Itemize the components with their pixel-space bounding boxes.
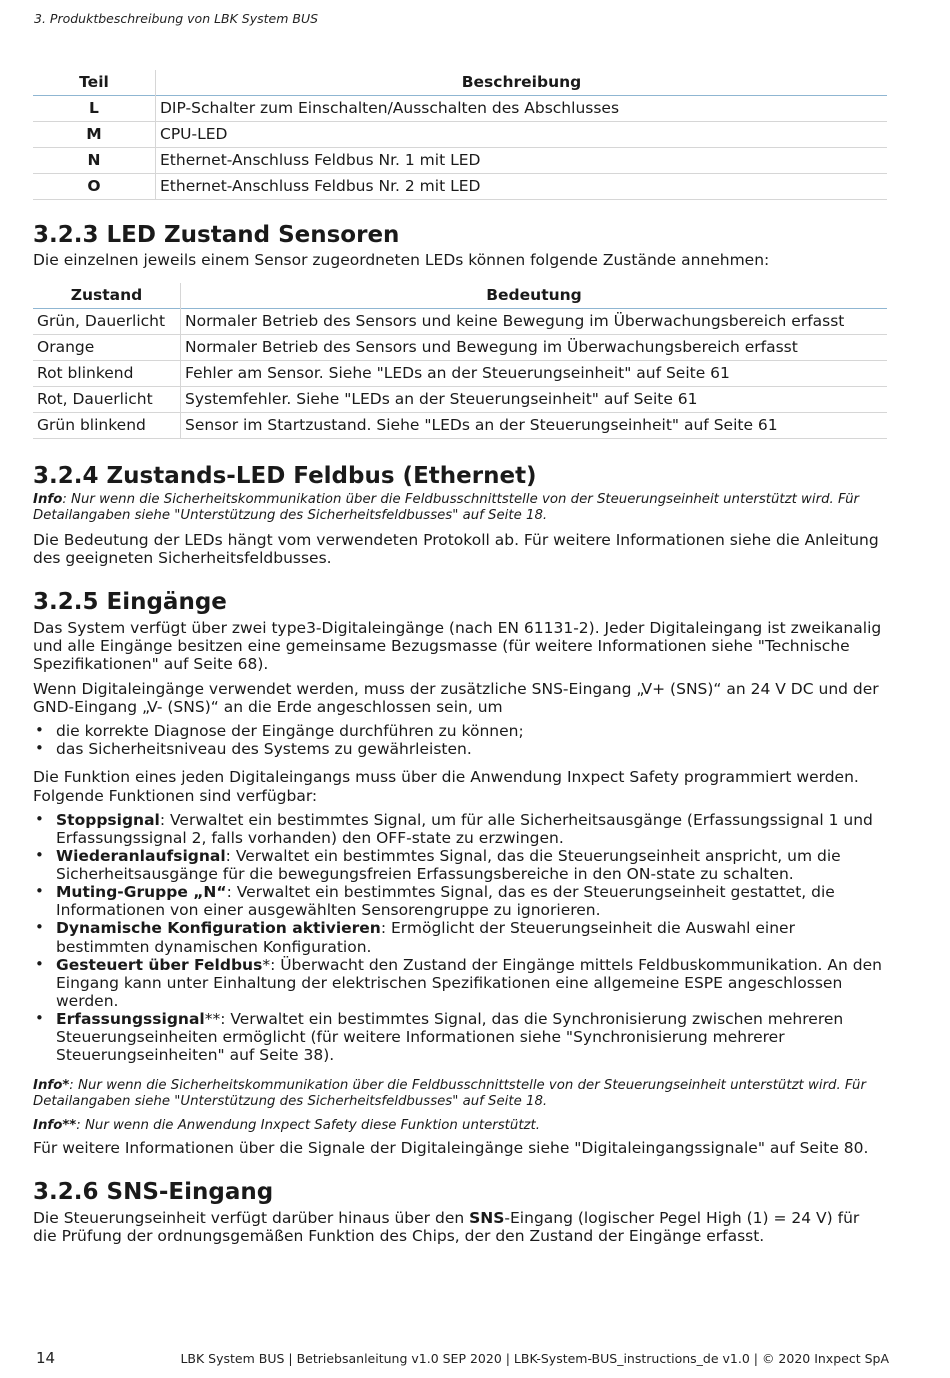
list-item bbox=[33, 1010, 887, 1064]
led-meaning: Sensor im Startzustand. Siehe "LEDs an der Steuerungseinheit" auf Seite 61 bbox=[181, 412, 888, 438]
column-header-teil: Teil bbox=[79, 73, 109, 91]
function-text: : Ermöglicht der Steuerungseinheit die Auswahl einer bestimmten dynamischen Konfiguration. bbox=[56, 919, 795, 956]
led-state: Rot, Dauerlicht bbox=[33, 386, 181, 412]
section-3-2-6 bbox=[33, 1179, 887, 1245]
part-id: L bbox=[33, 96, 156, 122]
led-meaning: Normaler Betrieb des Sensors und keine Bewegung im Überwachungsbereich erfasst bbox=[181, 308, 888, 334]
list-item bbox=[33, 811, 887, 847]
page-number: 14 bbox=[36, 1349, 56, 1367]
list-item: • das Sicherheitsniveau des Systems zu gewährleisten. bbox=[33, 740, 887, 758]
part-description: DIP-Schalter zum Einschalten/Ausschalten des Abschlusses bbox=[156, 96, 888, 122]
info-note bbox=[33, 492, 887, 524]
info-note bbox=[33, 1118, 887, 1134]
led-state: Rot blinkend bbox=[33, 360, 181, 386]
led-meaning: Normaler Betrieb des Sensors und Bewegung im Überwachungsbereich erfasst bbox=[181, 334, 888, 360]
section-title: Zustands-LED Feldbus (Ethernet) bbox=[106, 462, 537, 489]
table-header-row bbox=[33, 283, 887, 309]
paragraph: Die Bedeutung der LEDs hängt vom verwendeten Protokoll ab. Für weitere Informationen siehe die Anleitung des geeigneten Sicherheitsfeldbusses. bbox=[33, 530, 879, 568]
part-description: Ethernet-Anschluss Feldbus Nr. 1 mit LED bbox=[156, 148, 888, 174]
text-run: Die Steuerungseinheit verfügt darüber hinaus über den bbox=[33, 1208, 470, 1227]
info-label: Info** bbox=[33, 1118, 77, 1134]
table-row bbox=[33, 386, 887, 412]
list-item bbox=[33, 883, 887, 919]
table-row bbox=[33, 148, 887, 174]
info-label: Info* bbox=[33, 1078, 70, 1094]
led-meaning: Systemfehler. Siehe "LEDs an der Steuerungseinheit" auf Seite 61 bbox=[181, 386, 888, 412]
section-number: 3.2.6 bbox=[33, 1179, 99, 1206]
info-text: : Nur wenn die Sicherheitskommunikation über die Feldbusschnittstelle von der Steuerungseinheit unterstützt wird. Für Detailangaben siehe "Unterstützung des Sicherheitsfeldbusses" auf Seite 18. bbox=[33, 1078, 866, 1110]
bullet-list bbox=[33, 722, 887, 758]
table-row bbox=[33, 174, 887, 200]
function-term: Stoppsignal bbox=[56, 810, 160, 829]
running-header: 3. Produktbeschreibung von LBK System BUS bbox=[34, 11, 319, 26]
function-text: : Verwaltet ein bestimmtes Signal, um für alle Sicherheitsausgänge (Erfassungssignal 1 und Erfassungssignal 2, falls vorhanden) den OFF-state zu erzwingen. bbox=[56, 810, 873, 847]
part-id: M bbox=[33, 122, 156, 148]
section-heading bbox=[33, 1179, 887, 1205]
table-row bbox=[33, 360, 887, 386]
info-text: : Nur wenn die Anwendung Inxpect Safety diese Funktion unterstützt. bbox=[76, 1118, 540, 1134]
section-heading bbox=[33, 463, 887, 489]
led-state: Grün, Dauerlicht bbox=[33, 308, 181, 334]
function-term: Dynamische Konfiguration aktivieren bbox=[56, 919, 381, 938]
section-title: SNS-Eingang bbox=[106, 1179, 274, 1206]
info-note bbox=[33, 1078, 887, 1110]
led-state: Orange bbox=[33, 334, 181, 360]
function-text: **: Verwaltet ein bestimmtes Signal, das die Synchronisierung zwischen mehreren Steuerungseinheiten ermöglicht (für weitere Informationen siehe "Synchronisierung mehrerer Steuerungseinheiten" auf Seite 38). bbox=[56, 1010, 844, 1065]
part-description: Ethernet-Anschluss Feldbus Nr. 2 mit LED bbox=[156, 174, 888, 200]
function-list bbox=[33, 811, 887, 1065]
section-3-2-5 bbox=[33, 589, 887, 1157]
footer-text: LBK System BUS | Betriebsanleitung v1.0 SEP 2020 | LBK-System-BUS_instructions_de v1.0 | © 2020 Inxpect SpA bbox=[180, 1351, 889, 1366]
section-heading bbox=[33, 589, 887, 615]
part-description: CPU-LED bbox=[156, 122, 888, 148]
column-header-zustand: Zustand bbox=[70, 285, 143, 304]
function-term: Muting-Gruppe „N“ bbox=[56, 883, 227, 902]
function-text: *: Überwacht den Zustand der Eingänge mittels Feldbuskommunikation. An den Eingang kann unter Einhaltung der elektrischen Spezifikationen eine allgemeine ESPE angeschlossen werden. bbox=[56, 955, 882, 1010]
section-title: LED Zustand Sensoren bbox=[106, 222, 400, 248]
list-item bbox=[33, 847, 887, 883]
function-term: Gesteuert über Feldbus bbox=[56, 955, 263, 974]
table-row bbox=[33, 334, 887, 360]
function-term: Wiederanlaufsignal bbox=[56, 846, 226, 865]
table-row bbox=[33, 412, 887, 438]
paragraph: Wenn Digitaleingänge verwendet werden, muss der zusätzliche SNS-Eingang „V+ (SNS)“ an 24 V DC und der GND-Eingang „V- (SNS)“ an die Erde angeschlossen sein, um bbox=[33, 679, 879, 717]
page-content bbox=[33, 70, 887, 1245]
page-footer bbox=[0, 1349, 950, 1369]
table-row bbox=[33, 308, 887, 334]
led-states-table bbox=[33, 283, 887, 439]
section-heading bbox=[33, 222, 887, 248]
sns-term: SNS bbox=[469, 1208, 505, 1227]
led-meaning: Fehler am Sensor. Siehe "LEDs an der Steuerungseinheit" auf Seite 61 bbox=[181, 360, 888, 386]
part-id: N bbox=[33, 148, 156, 174]
column-header-bedeutung: Bedeutung bbox=[181, 283, 888, 309]
table-row bbox=[33, 122, 887, 148]
parts-table bbox=[33, 70, 887, 200]
list-item: • die korrekte Diagnose der Eingänge durchführen zu können; bbox=[33, 722, 887, 740]
table-header-row bbox=[33, 70, 887, 96]
table-row bbox=[33, 96, 887, 122]
section-number: 3.2.4 bbox=[33, 462, 99, 489]
list-item bbox=[33, 956, 887, 1010]
section-number: 3.2.3 bbox=[33, 222, 99, 248]
info-text: : Nur wenn die Sicherheitskommunikation über die Feldbusschnittstelle von der Steuerungseinheit unterstützt wird. Für Detailangaben siehe "Unterstützung des Sicherheitsfeldbusses" auf Seite 18. bbox=[33, 492, 859, 523]
paragraph: Das System verfügt über zwei type3-Digitaleingänge (nach EN 61131-2). Jeder Digitaleingang ist zweikanalig und alle Eingänge besitzen eine gemeinsame Bezugsmasse (für weitere Informationen siehe "Technische Spezifikationen" auf Seite 68). bbox=[33, 618, 882, 673]
paragraph: Die Funktion eines jeden Digitaleingangs muss über die Anwendung Inxpect Safety programmiert werden. Folgende Funktionen sind verfügbar: bbox=[33, 768, 859, 805]
column-header-beschreibung: Beschreibung bbox=[156, 70, 888, 96]
function-term: Erfassungssignal bbox=[56, 1010, 205, 1029]
section-3-2-3 bbox=[33, 222, 887, 439]
function-text: : Verwaltet ein bestimmtes Signal, das die Steuerungseinheit anspricht, um die Sicherheitsausgänge für die bewegungsfreien Erfassungsbereiche in den ON-state zu schalten. bbox=[56, 846, 841, 884]
section-title: Eingänge bbox=[106, 589, 227, 616]
info-label: Info bbox=[33, 492, 63, 507]
paragraph bbox=[33, 1209, 887, 1245]
led-state: Grün blinkend bbox=[33, 412, 181, 438]
part-id: O bbox=[33, 174, 156, 200]
paragraph: Die einzelnen jeweils einem Sensor zugeordneten LEDs können folgende Zustände annehmen: bbox=[33, 251, 770, 270]
text-run: -Eingang (logischer Pegel High (1) = 24 V) für die Prüfung der ordnungsgemäßen Funktion des Chips, der den Zustand der Eingänge erfasst. bbox=[33, 1208, 860, 1246]
section-3-2-4 bbox=[33, 463, 887, 568]
function-text: : Verwaltet ein bestimmtes Signal, das es der Steuerungseinheit gestattet, die Informationen von einer ausgewählten Sensorengruppe zu ignorieren. bbox=[56, 883, 835, 920]
paragraph: Für weitere Informationen über die Signale der Digitaleingänge siehe "Digitaleingangssignale" auf Seite 80. bbox=[33, 1139, 869, 1158]
list-item bbox=[33, 919, 887, 955]
section-number: 3.2.5 bbox=[33, 589, 99, 616]
